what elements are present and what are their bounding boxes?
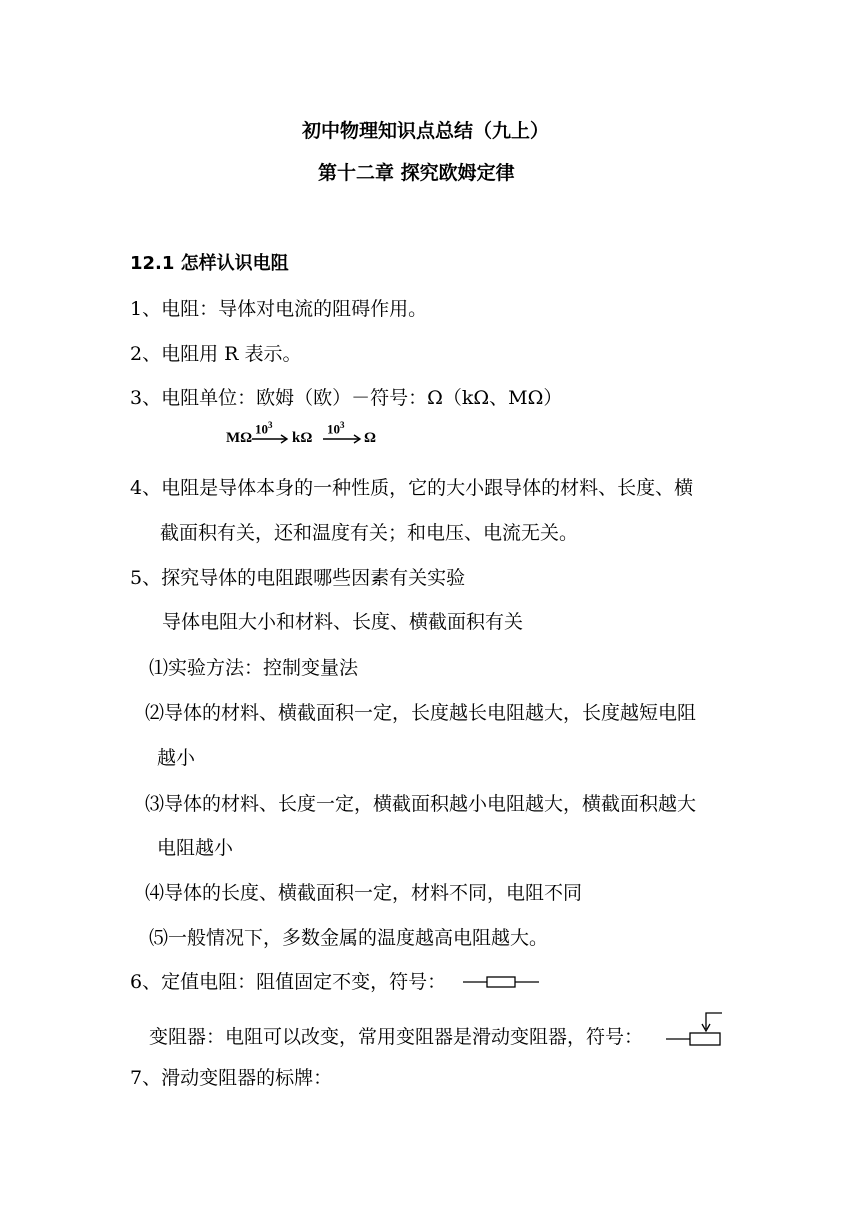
item-7: 7、滑动变阻器的标牌： — [130, 1067, 333, 1089]
unit-kilo-ohm: kΩ — [292, 430, 313, 446]
item-5-sub-3-line-2: 电阻越小 — [157, 837, 234, 859]
arrow-right-icon — [321, 432, 363, 446]
item-4-line-2: 截面积有关，还和温度有关；和电压、电流无关。 — [160, 522, 579, 544]
unit-mega-ohm: MΩ — [226, 430, 253, 446]
item-5-sub-2-line-1: ⑵导体的材料、横截面积一定，长度越长电阻越大，长度越短电阻 — [145, 702, 697, 724]
item-1: 1、电阻：导体对电流的阻碍作用。 — [130, 298, 428, 320]
item-5-sub-4: ⑷导体的长度、横截面积一定，材料不同，电阻不同 — [145, 882, 583, 904]
item-5-sub-1: ⑴实验方法：控制变量法 — [149, 657, 359, 679]
unit-ohm: Ω — [364, 430, 377, 446]
item-5: 5、探究导体的电阻跟哪些因素有关实验 — [130, 567, 466, 589]
document-title: 初中物理知识点总结（九上） — [302, 120, 550, 142]
item-3: 3、电阻单位：欧姆（欧）－符号：Ω（kΩ、MΩ） — [130, 387, 563, 409]
section-heading: 12.1 怎样认识电阻 — [130, 253, 289, 274]
item-2: 2、电阻用 R 表示。 — [130, 343, 302, 365]
unit-conversion — [226, 420, 386, 450]
item-6-rheostat: 变阻器：电阻可以改变，常用变阻器是滑动变阻器，符号： — [149, 1026, 644, 1048]
chapter-title: 第十二章 探究欧姆定律 — [318, 162, 515, 184]
conversion-factor-1: $10^3$ — [255, 420, 273, 437]
item-5-sub-5: ⑸一般情况下，多数金属的温度越高电阻越大。 — [149, 927, 549, 949]
item-6-fixed-resistor: 6、定值电阻：阻值固定不变，符号： — [130, 971, 447, 993]
arrow-right-icon — [250, 432, 290, 446]
fixed-resistor-symbol-icon — [463, 972, 539, 992]
item-5-intro: 导体电阻大小和材料、长度、横截面积有关 — [162, 611, 524, 633]
conversion-factor-2: $10^3$ — [327, 420, 345, 437]
item-4-line-1: 4、电阻是导体本身的一种性质，它的大小跟导体的材料、长度、横 — [130, 477, 694, 499]
rheostat-symbol-icon — [666, 1010, 726, 1048]
item-5-sub-2-line-2: 越小 — [157, 747, 196, 769]
item-5-sub-3-line-1: ⑶导体的材料、长度一定，横截面积越小电阻越大，横截面积越大 — [145, 793, 697, 815]
